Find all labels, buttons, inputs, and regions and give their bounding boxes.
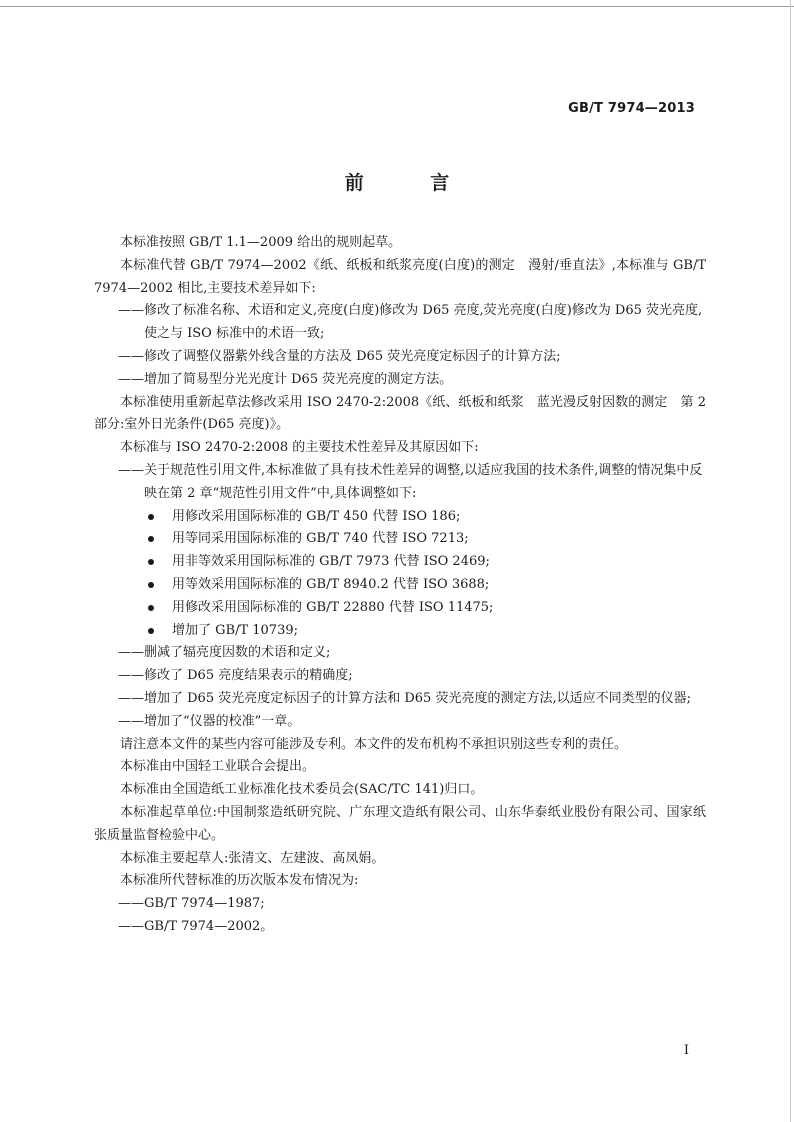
list-item-text: 增加了 D65 荧光亮度定标因子的计算方法和 D65 荧光亮度的测定方法,以适应不同类型的仪器; [144,690,691,706]
bullet-item [94,620,706,643]
paragraph-patent-notice: 请注意本文件的某些内容可能涉及专利。本文件的发布机构不承担识别这些专利的责任。 [120,736,628,752]
dash-mark: —— [118,918,144,934]
bullet-dot-icon [148,559,154,565]
list-item-text: 修改了调整仪器紫外线含量的方法及 D65 荧光亮度定标因子的计算方法; [144,348,561,364]
bullet-item-text: 用修改采用国际标准的 GB/T 450 代替 ISO 186; [172,508,461,524]
list-item-text: 关于规范性引用文件,本标准做了具有技术性差异的调整,以适应我国的技术条件,调整的情况集中反映在第 2 章“规范性引用文件”中,具体调整如下: [144,462,703,501]
dash-mark: —— [118,348,144,364]
bullet-dot-icon [148,605,154,611]
paragraph-drafting-rules: 本标准按照 GB/T 1.1—2009 给出的规则起草。 [120,235,402,250]
list-item-text: 增加了简易型分光光度计 D65 荧光亮度的测定方法。 [144,371,453,387]
paragraph-replaces: 本标准代替 GB/T 7974—2002《纸、纸板和纸浆亮度(白度)的测定 漫射/垂直法》,本标准与 GB/T 7974—2002 相比,主要技术差异如下: [94,257,706,296]
list-item [94,665,706,688]
list-item-text: GB/T 7974—2002。 [144,918,274,934]
bullet-item-text: 用等同采用国际标准的 GB/T 740 代替 ISO 7213; [172,531,469,547]
dash-mark: —— [118,690,144,706]
bullet-dot-icon [148,628,154,634]
bullet-item [94,506,706,529]
dash-mark: —— [118,645,144,661]
list-item-text: GB/T 7974—1987; [144,896,265,912]
list-item [94,916,706,939]
list-item [94,688,706,711]
paragraph-proposed-by: 本标准由中国轻工业联合会提出。 [120,759,316,775]
page-number: I [683,1043,689,1058]
dash-mark: —— [118,303,144,319]
bullet-item-text: 用非等效采用国际标准的 GB/T 7973 代替 ISO 2469; [172,554,490,570]
list-item [94,893,706,916]
bullet-dot-icon [148,582,154,588]
dash-mark: —— [118,713,144,729]
dash-mark: —— [118,371,144,387]
paragraph-committee: 本标准由全国造纸工业标准化技术委员会(SAC/TC 141)归口。 [120,782,484,798]
bullet-dot-icon [148,536,154,542]
bullet-item-text: 用修改采用国际标准的 GB/T 22880 代替 ISO 11475; [172,599,494,615]
foreword-body [94,232,706,939]
paragraph-drafting-units: 本标准起草单位:中国制浆造纸研究院、广东理文造纸有限公司、山东华泰纸业股份有限公司、国家纸张质量监督检验中心。 [94,804,706,843]
list-item-text: 删减了辐亮度因数的术语和定义; [144,645,331,661]
paragraph-iso-differences: 本标准与 ISO 2470-2:2008 的主要技术性差异及其原因如下: [120,440,479,456]
bullet-item [94,528,706,551]
list-item [94,711,706,734]
standard-code: GB/T 7974—2013 [568,101,695,116]
dash-mark: —— [118,896,144,912]
page-title: 前 言 [344,172,480,194]
paragraph-drafters: 本标准主要起草人:张清文、左建波、高凤娟。 [120,850,385,866]
bullet-item [94,574,706,597]
list-item-text: 修改了 D65 亮度结果表示的精确度; [144,668,353,684]
list-item [94,346,706,369]
paragraph-iso-adoption: 本标准使用重新起草法修改采用 ISO 2470-2:2008《纸、纸板和纸浆 蓝光漫反射因数的测定 第 2 部分:室外日光条件(D65 亮度)》。 [94,394,706,433]
list-item [94,642,706,665]
dash-mark: —— [118,462,144,478]
list-item-text: 修改了标准名称、术语和定义,亮度(白度)修改为 D65 亮度,荧光亮度(白度)修改为 D65 荧光亮度,使之与 ISO 标准中的术语一致; [144,303,703,342]
bullet-item-text: 用等效采用国际标准的 GB/T 8940.2 代替 ISO 3688; [172,576,490,592]
list-item [94,369,706,392]
list-item [94,460,706,506]
bullet-item-text: 增加了 GB/T 10739; [172,622,298,638]
paragraph-previous-editions: 本标准所代替标准的历次版本发布情况为: [120,873,359,889]
top-rule [0,6,794,7]
bullet-item [94,551,706,574]
dash-mark: —— [118,668,144,684]
list-item-text: 增加了“仪器的校准”一章。 [144,713,301,729]
bullet-item [94,597,706,620]
bullet-dot-icon [148,514,154,520]
list-item [94,300,706,346]
